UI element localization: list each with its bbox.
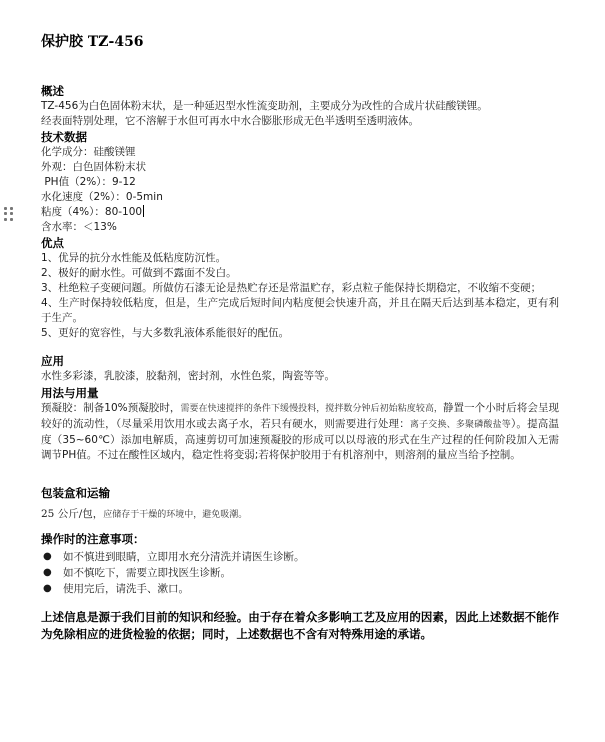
usage-intro: 预凝胶：制备10%预凝胶时，: [41, 402, 181, 414]
overview-line-2: 经表面特别处理，它不溶解于水但可再水中水合膨胀形成无色半透明至透明液体。: [41, 115, 419, 127]
advantage-item: 3、杜绝粒子变硬问题。所做仿石漆无论是热贮存还是常温贮存，彩点粒子能保持长期稳定，不收缩不变硬；: [41, 282, 542, 294]
advantages-section: [41, 236, 559, 341]
advantage-item: 2、极好的耐水性。可做到不露面不发白。: [41, 267, 237, 279]
packaging-note: 应储存于干燥的环境中，避免吸潮。: [103, 510, 248, 520]
usage-note-small: 需要在快速搅拌的条件下缓慢投料，搅拌数分钟后初始粘度较高，: [180, 404, 443, 414]
bullet-icon: ●: [43, 567, 52, 578]
advantage-item: 5、更好的宽容性，与大多数乳液体系能很好的配伍。: [41, 327, 290, 339]
usage-end: ）。提高温度（35~60℃）添加电解质，高速剪切可加速预凝胶的形成可以以母液的形式在生产过程的任何阶段加入无需调节PH值。不过在酸性区域内，稳定性将变弱;若将保护胶用于有机溶剂中，则溶剂的量应当给予控制。: [41, 418, 559, 461]
overview-heading: 概述: [41, 84, 64, 98]
precaution-text: 使用完后，请洗手、漱口。: [63, 583, 189, 595]
packaging-heading: 包装盒和运输: [41, 486, 110, 500]
advantage-item: 4、生产时保持较低粘度，但是，生产完成后短时间内粘度便会快速升高，并且在隔天后达到基本稳定，更有利于生产。: [41, 297, 559, 324]
drag-handle-icon[interactable]: [4, 207, 14, 221]
text-cursor: [143, 205, 144, 217]
list-item: [41, 549, 559, 565]
list-item: [41, 565, 559, 581]
precautions-section: [41, 532, 559, 597]
precaution-text: 如不慎进到眼睛，立即用水充分清洗并请医生诊断。: [63, 551, 305, 563]
tech-item-viscosity[interactable]: [41, 205, 559, 220]
tech-item-composition: 化学成分：硅酸镁锂: [41, 146, 136, 158]
application-text: 水性多彩漆，乳胶漆，胶黏剂，密封剂，水性色浆，陶瓷等等。: [41, 370, 335, 382]
packaging-text: [41, 507, 559, 523]
bullet-icon: ●: [43, 583, 52, 594]
viscosity-text: 粘度（4%）：80-100: [41, 206, 143, 218]
usage-section: [41, 386, 559, 463]
packaging-amount: 25 公斤/包，: [41, 508, 104, 520]
tech-item-hydration: 水化速度（2%）：0-5min: [41, 191, 163, 203]
advantages-heading: 优点: [41, 236, 64, 250]
usage-heading: 用法与用量: [41, 386, 99, 400]
application-section: [41, 354, 559, 384]
precautions-heading: 操作时的注意事项：: [41, 532, 145, 546]
page-title: 保护胶 TZ-456: [41, 34, 144, 50]
tech-item-appearance: 外观：白色固体粉末状: [41, 161, 146, 173]
tech-item-ph: PH值（2%）：9-12: [41, 176, 136, 188]
overview-line-1: TZ-456为白色固体粉末状，是一种延迟型水性流变助剂，主要成分为改性的合成片状硅酸镁锂。: [41, 100, 488, 112]
disclaimer-text: 上述信息是源于我们目前的知识和经验。由于存在着众多影响工艺及应用的因素，因此上述数据不能作为免除相应的进货检验的依据；同时，上述数据也不含有对特殊用途的承诺。: [41, 610, 559, 641]
precautions-list: [41, 549, 559, 597]
bullet-icon: ●: [43, 551, 52, 562]
packaging-section: [41, 486, 559, 523]
usage-note-small-2: 离子交换、多聚磷酸盐等: [409, 420, 511, 430]
tech-data-heading: 技术数据: [41, 130, 87, 144]
list-item: [41, 581, 559, 597]
overview-section: [41, 84, 559, 129]
tech-item-moisture: 含水率：＜13%: [41, 221, 117, 233]
precaution-text: 如不慎吃下，需要立即找医生诊断。: [63, 567, 231, 579]
usage-body: 静置一个小时后将会呈现较好的流动性，（尽量采用饮用水或去离子水，若只有硬水，则需要进行处理：: [41, 402, 560, 430]
application-heading: 应用: [41, 354, 64, 368]
tech-data-section: [41, 130, 559, 235]
disclaimer: [41, 609, 559, 643]
advantage-item: 1、优异的抗分水性能及低粘度防沉性。: [41, 252, 227, 264]
usage-paragraph: [41, 401, 559, 463]
